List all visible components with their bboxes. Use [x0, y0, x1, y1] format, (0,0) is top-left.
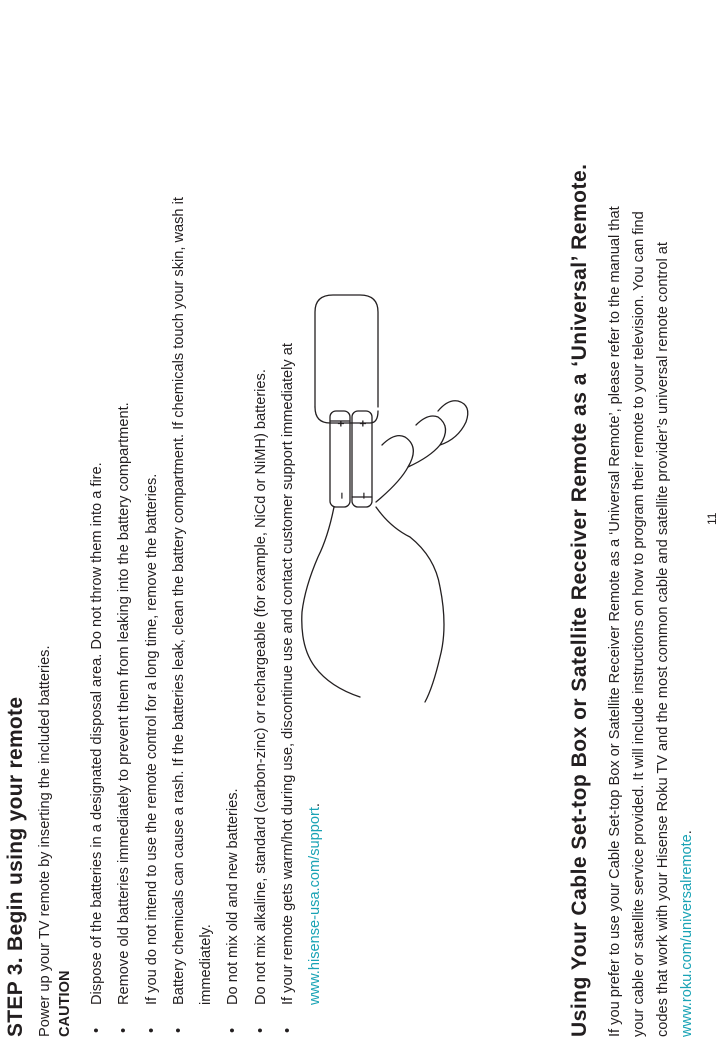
link-period: .: [307, 803, 324, 808]
step-heading: STEP 3. Begin using your remote: [4, 696, 27, 1037]
caution-item: [166, 197, 221, 1037]
caution-item-text: Battery chemicals can cause a rash. If the batteries leak, clean the battery compartment. If chemicals touch your skin, wash it: [170, 197, 187, 1005]
battery-insertion-illustration: [290, 287, 480, 707]
caution-label: CAUTION: [57, 970, 73, 1037]
caution-item-text: If you do not intend to use the remote control for a long time, remove the batteries.: [143, 473, 160, 1005]
caution-item-text-continued: immediately.: [198, 924, 215, 1005]
hisense-support-link[interactable]: www.hisense-usa.com/support: [307, 807, 324, 1005]
hand-finger-outline: [376, 436, 413, 502]
universal-remote-paragraph: [603, 206, 699, 1037]
universal-remote-heading: Using Your Cable Set-top Box or Satellite Receiver Remote as a ‘Universal’ Remote.: [568, 163, 591, 1037]
hand-thumb-outline: [302, 507, 334, 667]
battery-minus-sign: –: [356, 492, 370, 499]
bullet: •: [280, 1027, 297, 1033]
universal-line: codes that work with your Hisense Roku TV and the most common cable and satellite provider’s universal remote control at: [655, 242, 671, 1037]
step-intro: Power up your TV remote by inserting the included batteries.: [37, 645, 53, 1037]
bullet: •: [252, 1027, 269, 1033]
hand-finger-outline: [438, 401, 468, 445]
bullet: •: [143, 1027, 160, 1033]
caution-item: [248, 197, 275, 1037]
bullet: •: [225, 1027, 242, 1033]
roku-universal-remote-link[interactable]: www.roku.com/universalremote: [679, 834, 695, 1037]
bullet: •: [170, 1027, 187, 1033]
hand-palm-outline: [376, 507, 444, 702]
hand-wrist-outline: [315, 667, 360, 697]
page-number: 11: [705, 512, 719, 525]
bullet: •: [116, 1027, 133, 1033]
caution-item: [84, 197, 111, 1037]
universal-line: If you prefer to use your Cable Set-top Box or Satellite Receiver Remote as a ‘Universal Remote’, please refer to the manual that: [607, 206, 623, 1037]
battery-plus-sign: +: [356, 419, 370, 427]
link-period: .: [679, 830, 695, 835]
caution-item: [111, 197, 138, 1037]
battery-minus-sign: –: [334, 492, 348, 499]
hand-finger-outline: [408, 416, 446, 467]
remote-back-outline: [315, 407, 330, 423]
caution-item-text: Dispose of the batteries in a designated disposal area. Do not throw them into a fire.: [89, 462, 105, 1005]
caution-item-text: Do not mix alkaline, standard (carbon-zinc) or rechargeable (for example, NiCd or NiMH) batteries.: [252, 369, 269, 1005]
caution-item-text: Remove old batteries immediately to prevent them from leaking into the battery compartment.: [116, 402, 133, 1005]
universal-line: your cable or satellite service provided. It will include instructions on how to program their remote to your television. You can find: [631, 211, 647, 1037]
caution-item: [139, 197, 166, 1037]
caution-item-text: Do not mix old and new batteries.: [225, 788, 242, 1005]
remote-body-outline: [315, 295, 378, 407]
caution-item: [220, 197, 247, 1037]
battery-plus-sign: +: [334, 419, 348, 427]
bullet: •: [89, 1027, 105, 1033]
caution-item-text: If your remote gets warm/hot during use, discontinue use and contact customer support immediately at: [280, 343, 297, 1005]
